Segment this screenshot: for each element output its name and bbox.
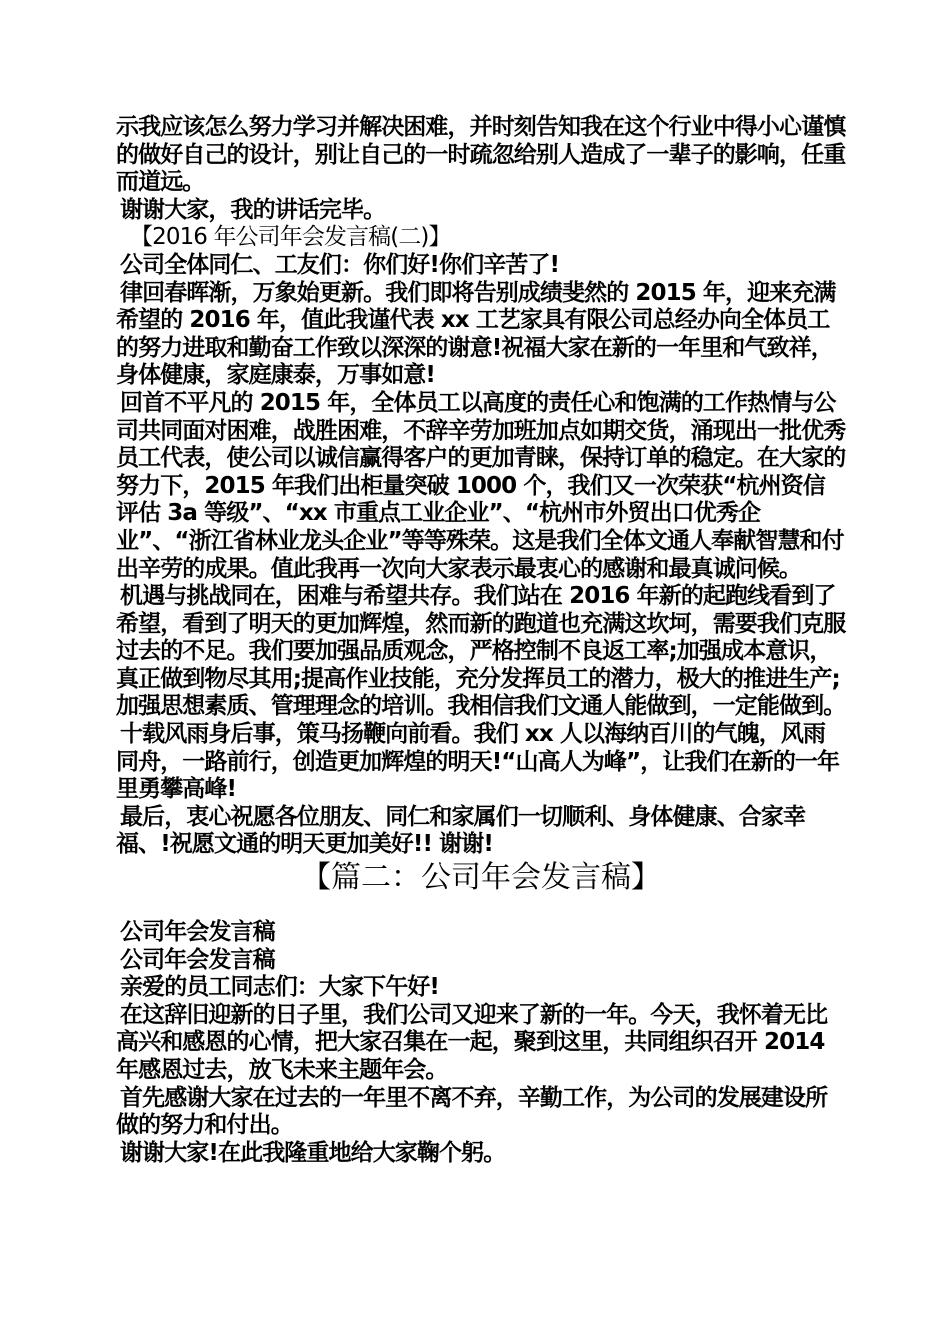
paragraph-bow: 谢谢大家!在此我隆重地给大家鞠个躬。 <box>120 1139 506 1166</box>
document-page <box>116 114 846 1167</box>
paragraph-ten-years: 十载风雨身后事，策马扬鞭向前看。我们 xx 人以海纳百川的气魄，风雨同舟，一路前行，创造更加辉煌的明天!“山高人为峰”，让我们在新的一年里勇攀高峰! <box>116 721 840 803</box>
paragraph-title-2: 公司年会发言稿 <box>120 946 275 973</box>
paragraph-opening: 在这辞旧迎新的日子里，我们公司又迎来了新的一年。今天，我怀着无比高兴和感恩的心情，把大家召集在一起，聚到这里，共同组织召开 2014 年感恩过去，放飞未来主题年会。 <box>116 1001 828 1083</box>
paragraph-salutation: 亲爱的员工同志们：大家下午好! <box>120 974 439 1001</box>
paragraph-final-wishes: 最后，衷心祝愿各位朋友、同仁和家属们一切顺利、身体健康、合家幸福、!祝愿文通的明天更加美好!! 谢谢! <box>116 803 806 858</box>
paragraph-continuation: 示我应该怎么努力学习并解决困难，并时刻告知我在这个行业中得小心谨慎的做好自己的设计，别让自己的一时疏忽给别人造成了一辈子的影响，任重而道远。 <box>116 114 846 196</box>
section-heading: 【篇二：公司年会发言稿】 <box>301 860 661 896</box>
paragraph-review-2015: 回首不平凡的 2015 年，全体员工以高度的责任心和饱满的工作热情与公司共同面对困难，战胜困难，不辞辛劳加班加点如期交货，涌现出一批优秀员工代表，使公司以诚信赢得客户的更加青睐，保持订单的稳定。在大家的努力下，2015 年我们出柜量突破 1000 个，我们又一次荣获“杭州资信评估 3a 等级”、“xx 市重点工业企业”、“杭州市外贸出口优秀企业”、“浙江省林业龙头企业”等等殊荣。这是我们全体文通人奉献智慧和付出辛劳的成果。值此我再一次向大家表示最衷心的感谢和最真诚问候。 <box>116 389 846 582</box>
subheading-speech-two: 【2016 年公司年会发言稿(二)】 <box>130 224 451 251</box>
paragraph-opportunities: 机遇与挑战同在，困难与希望共存。我们站在 2016 年新的起跑线看到了希望，看到了明天的更加辉煌，然而新的跑道也充满这坎坷，需要我们克服过去的不足。我们要加强品质观念，严格控制不良返工率;加强成本意识，真正做到物尽其用;提高作业技能，充分发挥员工的潜力，极大的推进生产;加强思想素质、管理理念的培训。我相信我们文通人能做到，一定能做到。 <box>116 583 846 720</box>
paragraph-new-year: 律回春晖渐，万象始更新。我们即将告别成绩斐然的 2015 年，迎来充满希望的 2016 年，值此我谨代表 xx 工艺家具有限公司总经办向全体员工的努力进取和勤奋工作致以深深的谢意!祝福大家在新的一年里和气致祥，身体健康，家庭康泰，万事如意! <box>116 279 836 389</box>
paragraph-title-1: 公司年会发言稿 <box>120 919 275 946</box>
paragraph-greeting: 公司全体同仁、工友们：你们好!你们辛苦了! <box>120 251 560 278</box>
paragraph-thanks-effort: 首先感谢大家在过去的一年里不离不弃，辛勤工作，为公司的发展建设所做的努力和付出。 <box>116 1084 828 1139</box>
spacer <box>116 897 846 919</box>
paragraph-closing-thanks: 谢谢大家，我的讲话完毕。 <box>120 196 386 223</box>
